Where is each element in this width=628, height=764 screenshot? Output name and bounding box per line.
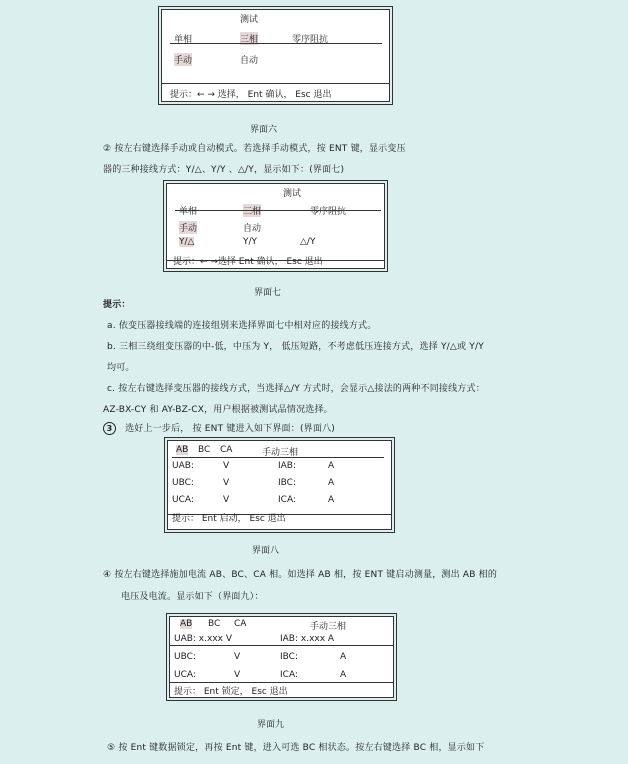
screen-7-single-phase: 单相	[179, 207, 198, 217]
screen-9-ibc-label: IBC:	[280, 652, 298, 662]
screen-8-iab-label: IAB:	[278, 461, 297, 471]
screen-6-title: 测试	[240, 15, 259, 25]
caption-screen-8: 界面八	[252, 546, 280, 556]
screen-7-divider	[175, 210, 381, 211]
screen-9-hint-divider	[170, 682, 393, 683]
caption-screen-6: 界面六	[250, 125, 278, 135]
screen-8-uca-label: UCA:	[172, 495, 194, 505]
screen-8-uab-label: UAB:	[172, 461, 194, 471]
screen-8-ubc-unit: V	[223, 478, 230, 488]
screen-8-tab-bc: BC	[198, 445, 211, 455]
screen-7-hint: 提示：← →选择 Ent 确认， Esc 退出	[173, 257, 323, 267]
screen-7-auto: 自动	[243, 224, 262, 234]
screen-6-single-phase: 单相	[174, 35, 193, 45]
tips-heading: 提示：	[103, 300, 131, 310]
screen-9-tab-ab: AB	[180, 619, 193, 629]
tip-b-line-1: b. 三相三绕组变压器的中-低，中压为 Y， 低压短路，不考虑低压连接方式，选择 Y/△或 Y/Y	[107, 342, 484, 352]
screen-6-hint: 提示：← → 选择， Ent 确认， Esc 退出	[170, 90, 332, 100]
screen-9-tab-ca: CA	[234, 619, 247, 629]
screen-7-ydelta: Y/△	[179, 237, 195, 247]
tip-c-line-1: c. 按左右键选择变压器的接线方式，当选择△/Y 方式时，会显示△接法的两种不同接线方式：	[107, 384, 485, 394]
caption-screen-7: 界面七	[254, 288, 282, 298]
screen-6-three-phase: 三相	[240, 32, 258, 45]
screen-6-auto: 自动	[240, 56, 259, 66]
tip-c-line-2: AZ-BX-CY 和 AY-BZ-CX，用户根据被测试品情况选择。	[103, 405, 333, 415]
screen-7-hint-strike	[167, 260, 384, 261]
screen-8	[167, 440, 392, 530]
screen-7-deltay: △/Y	[300, 237, 316, 247]
screen-8-tab-ab: AB	[176, 445, 189, 455]
para-2-line-1: ② 按左右键选择手动或自动模式。若选择手动模式，按 ENT 键，显示变压	[103, 144, 406, 154]
screen-7-yy: Y/Y	[243, 237, 258, 247]
screen-8-ubc-label: UBC:	[172, 478, 194, 488]
screen-7-three-phase: 三相	[243, 204, 261, 217]
screen-9-uca-unit: V	[234, 670, 241, 680]
screen-6-hint-divider	[162, 83, 389, 84]
screen-9-iab-value: IAB: x.xxx A	[280, 634, 335, 644]
screen-7-title: 测试	[283, 189, 302, 199]
screen-9-uab-value: UAB: x.xxx V	[174, 634, 232, 644]
para-2-line-2: 器的三种接线方式：Y/△、Y/Y 、△/Y，显示如下：(界面七)	[103, 165, 345, 175]
para-4-line-2: 电压及电流。显示如下（界面九）：	[121, 592, 264, 602]
screen-9-uca-label: UCA:	[174, 670, 196, 680]
screen-8-mode: 手动三相	[262, 448, 299, 458]
screen-8-ica-label: ICA:	[278, 495, 296, 505]
screen-9-hint: 提示： Ent 锁定， Esc 退出	[174, 687, 288, 697]
screen-8-ibc-label: IBC:	[278, 478, 296, 488]
screen-9-tab-bc: BC	[208, 619, 221, 629]
para-5: ⑤ 按 Ent 键数据锁定，再按 Ent 键，进入可选 BC 相状态。按左右键选择 BC 相，显示如下	[107, 743, 485, 753]
screen-8-uca-unit: V	[223, 495, 230, 505]
screen-6-zero-seq: 零序阻抗	[292, 35, 329, 45]
screen-8-header-divider	[172, 457, 384, 458]
screen-8-hint: 提示： Ent 启动， Esc 退出	[172, 514, 286, 524]
tip-a: a. 依变压器接线端的连接组别来选择界面七中相对应的接线方式。	[107, 321, 377, 331]
para-3-number: 3	[103, 422, 116, 435]
para-3	[103, 421, 335, 435]
para-4-line-1: ④ 按左右键选择施加电流 AB、BC、CA 相。如选择 AB 相，按 ENT 键启动测量，测出 AB 相的	[103, 570, 498, 580]
screen-9-mode: 手动三相	[310, 622, 347, 632]
tip-b-line-2: 均可。	[107, 363, 135, 373]
screen-6	[161, 9, 390, 102]
screen-7	[166, 183, 385, 269]
screen-9-ubc-unit: V	[234, 652, 241, 662]
screen-9	[169, 616, 394, 698]
screen-9-ica-unit: A	[340, 670, 347, 680]
screen-7-manual: 手动	[179, 221, 197, 234]
screen-9-header-divider	[170, 645, 393, 646]
screen-8-ica-unit: A	[328, 495, 335, 505]
screen-9-ibc-unit: A	[340, 652, 347, 662]
screen-8-iab-unit: A	[328, 461, 335, 471]
screen-7-zero-seq: 零序阻抗	[310, 207, 347, 217]
screen-9-ubc-label: UBC:	[174, 652, 196, 662]
screen-8-ibc-unit: A	[328, 478, 335, 488]
screen-6-divider	[170, 43, 382, 44]
screen-9-ica-label: ICA:	[280, 670, 298, 680]
screen-6-manual: 手动	[174, 53, 192, 66]
caption-screen-9: 界面九	[257, 720, 285, 730]
screen-8-tab-ca: CA	[220, 445, 233, 455]
screen-8-uab-unit: V	[223, 461, 230, 471]
para-3-text: 选好上一步后， 按 ENT 键进入如下界面：(界面八)	[125, 424, 335, 434]
